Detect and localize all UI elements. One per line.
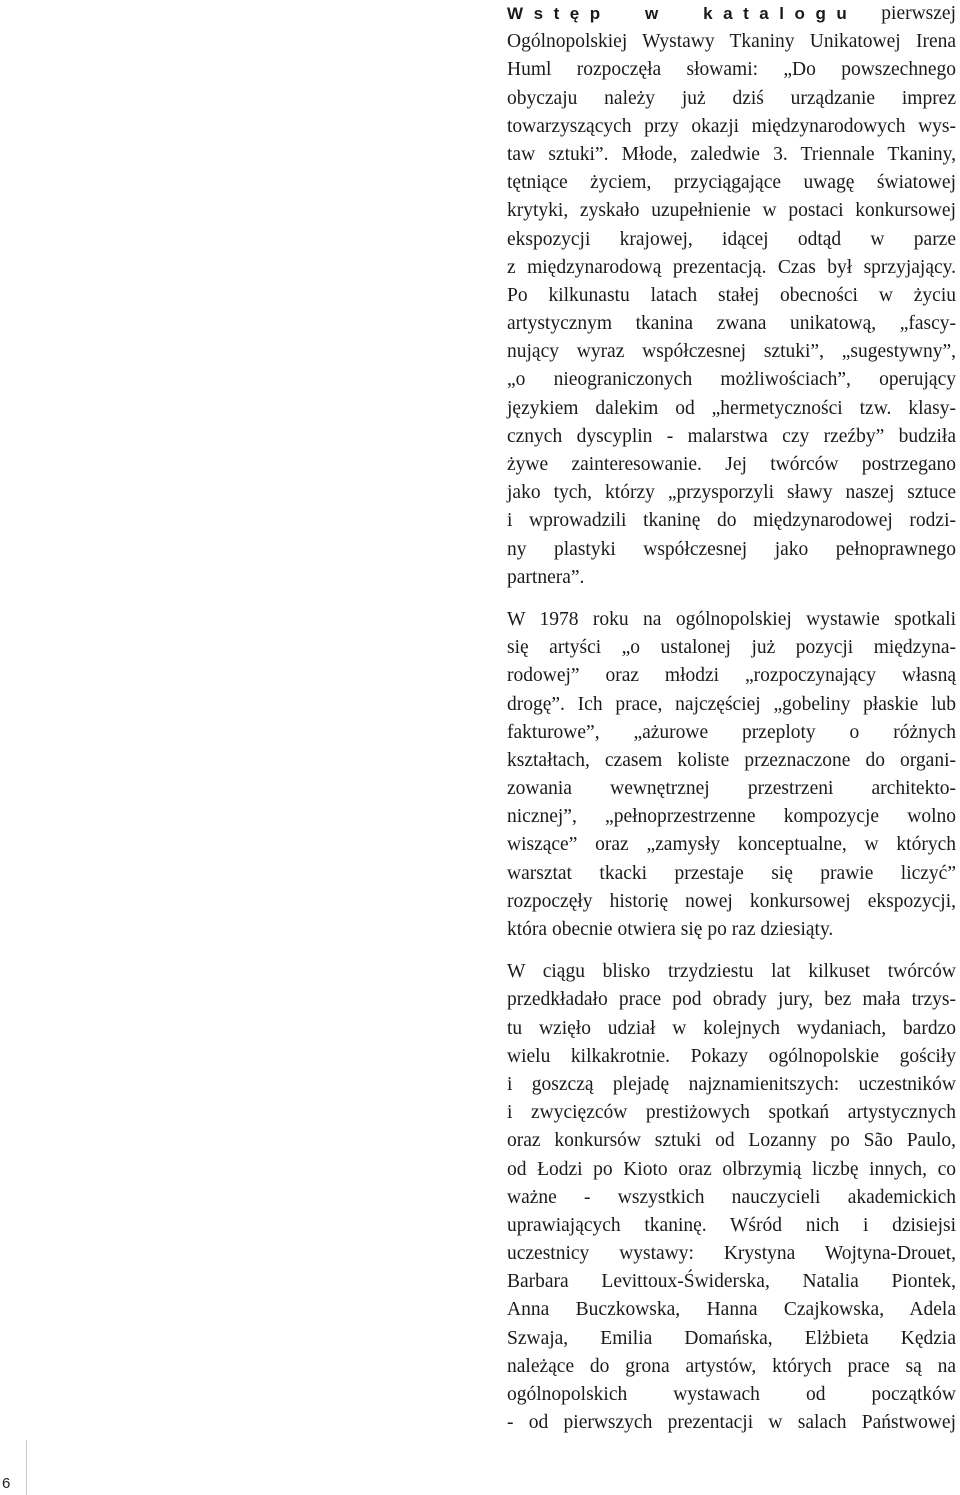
paragraph-line: taw sztuki”. Młode, zaledwie 3. Triennale Tkaniny,	[507, 143, 956, 165]
paragraph-line: Po kilkunastu latach stałej obecności w życiu	[507, 284, 956, 306]
paragraph-line: wiszące” oraz „zamysły konceptualne, w których	[507, 834, 956, 856]
paragraph-line: tętniące życiem, przyciągające uwagę światowej	[507, 172, 956, 194]
paragraph-line: i goszczą plejadę najznamienitszych: uczestników	[507, 1073, 956, 1095]
paragraph-line: Szwaja, Emilia Domańska, Elżbieta Kędzia	[507, 1327, 956, 1349]
paragraph-line: ogólnopolskich wystawach od początków	[507, 1384, 956, 1405]
page-number: 6	[2, 1475, 11, 1492]
paragraph-line: i wprowadzili tkaninę do międzynarodowej rodzi-	[507, 510, 956, 532]
paragraph-line: zowania wewnętrznej przestrzeni architekto-	[507, 778, 956, 800]
paragraph-line: z międzynarodową prezentacją. Czas był sprzyjający.	[507, 256, 956, 278]
text-column	[507, 0, 956, 1437]
paragraph-line: Huml rozpoczęła słowami: „Do powszechnego	[507, 59, 956, 81]
paragraph-line: Ogólnopolskiej Wystawy Tkaniny Unikatowej Irena	[507, 31, 956, 53]
lead-in-heading: Wstęp w katalogu	[507, 4, 858, 23]
paragraph-line: partnera”.	[507, 566, 585, 588]
paragraph-line: krytyki, zyskało uzupełnienie w postaci konkursowej	[507, 200, 956, 222]
paragraph-line: która obecnie otwiera się po raz dziesiąty.	[507, 919, 834, 940]
paragraph-line: się artyści „o ustalonej już pozycji międzyna-	[507, 637, 956, 659]
paragraph-line: ekspozycji krajowej, idącej odtąd w parze	[507, 228, 956, 250]
paragraph-line: W ciągu blisko trzydziestu lat kilkuset twórców	[507, 961, 956, 983]
paragraph-line: żywe zainteresowanie. Jej twórców postrzegano	[507, 454, 956, 475]
paragraph-line	[507, 0, 956, 28]
paragraph-line: obyczaju należy już dziś urządzanie imprez	[507, 87, 956, 109]
paragraph-line: przedkładało prace pod obrady jury, bez mała trzys-	[507, 989, 956, 1011]
paragraph-line: oraz konkursów sztuki od Lozanny po São Paulo,	[507, 1130, 956, 1152]
paragraph-line: wielu kilkakrotnie. Pokazy ogólnopolskie gościły	[507, 1045, 956, 1067]
paragraph-line: i zwycięzców prestiżowych spotkań artystycznych	[507, 1102, 956, 1124]
paragraph-line: rozpoczęły historię nowej konkursowej ekspozycji,	[507, 890, 956, 912]
page-margin-rule	[26, 1440, 27, 1495]
paragraph-2	[507, 606, 956, 944]
paragraph-line: Anna Buczkowska, Hanna Czajkowska, Adela	[507, 1299, 956, 1321]
paragraph-line: jako tych, którzy „przysporzyli sławy naszej sztuce	[507, 482, 956, 504]
lead-in-continuation: pierwszej	[881, 3, 956, 24]
paragraph-line: językiem dalekim od „hermetyczności tzw. klasy-	[507, 397, 956, 419]
paragraph-line: W 1978 roku na ogólnopolskiej wystawie spotkali	[507, 608, 956, 630]
paragraph-line: ważne - wszystkich nauczycieli akademickich	[507, 1186, 956, 1208]
paragraph-line: nicznej”, „pełnoprzestrzenne kompozycje wolno	[507, 806, 956, 828]
paragraph-line: ny plastyki współczesnej jako pełnoprawnego	[507, 538, 956, 560]
paragraph-line: towarzyszących przy okazji międzynarodowych wys-	[507, 115, 956, 137]
paragraph-line: tu wzięło udział w kolejnych wydaniach, bardzo	[507, 1017, 956, 1039]
paragraph-line: Barbara Levittoux-Świderska, Natalia Piontek,	[507, 1271, 956, 1293]
paragraph-3	[507, 958, 956, 1437]
paragraph-line: fakturowe”, „ażurowe przeploty o różnych	[507, 721, 956, 743]
paragraph-line: należące do grona artystów, których prace są na	[507, 1355, 956, 1377]
paragraph-line: drogę”. Ich prace, najczęściej „gobeliny płaskie lub	[507, 693, 956, 715]
paragraph-line: „o nieograniczonych możliwościach”, operujący	[507, 369, 956, 391]
paragraph-line: - od pierwszych prezentacji w salach Państwowej	[507, 1412, 956, 1434]
paragraph-line: od Łodzi po Kioto oraz olbrzymią liczbę innych, co	[507, 1158, 956, 1180]
paragraph-line: kształtach, czasem koliste przeznaczone do organi-	[507, 749, 956, 771]
paragraph-line: warsztat tkacki przestaje się prawie liczyć”	[507, 862, 956, 884]
paragraph-line: uprawiających tkaninę. Wśród nich i dzisiejsi	[507, 1214, 956, 1236]
paragraph-1	[507, 0, 956, 592]
paragraph-line: artystycznym tkanina zwana unikatową, „fascy-	[507, 313, 956, 335]
paragraph-line: cznych dyscyplin - malarstwa czy rzeźby” budziła	[507, 425, 956, 447]
paragraph-line: uczestnicy wystawy: Krystyna Wojtyna-Drouet,	[507, 1243, 956, 1265]
paragraph-line: rodowej” oraz młodzi „rozpoczynający własną	[507, 665, 956, 687]
paragraph-line: nujący wyraz współczesnej sztuki”, „sugestywny”,	[507, 341, 956, 363]
